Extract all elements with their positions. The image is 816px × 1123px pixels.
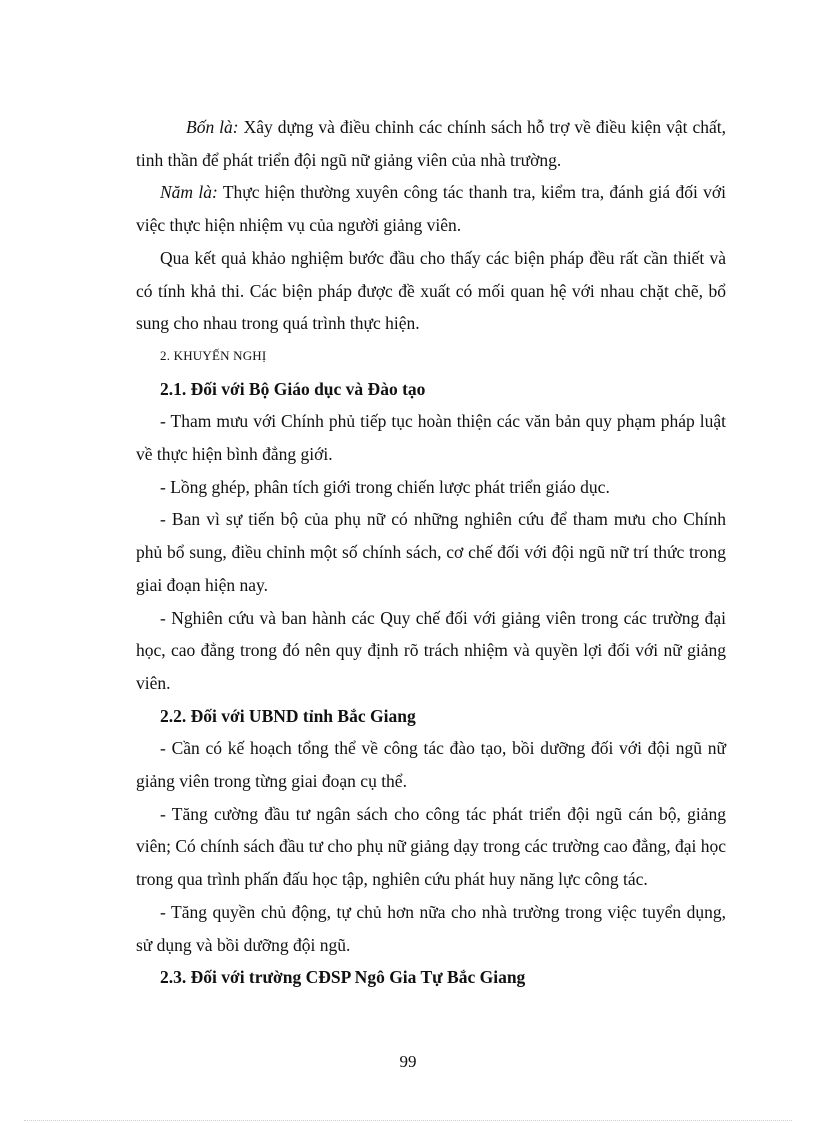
- section-title: 2. KHUYẾN NGHỊ: [160, 347, 267, 363]
- paragraph-text: Thực hiện thường xuyên công tác thanh tra, kiểm tra, đánh giá đối với việc thực hiện nhiệm vụ của người giảng viên.: [136, 182, 727, 236]
- list-item: - Tham mưu với Chính phủ tiếp tục hoàn thiện các văn bản quy phạm pháp luật về thực hiện bình đẳng giới.: [136, 411, 726, 465]
- list-item: - Ban vì sự tiến bộ của phụ nữ có những nghiên cứu để tham mưu cho Chính phủ bổ sung, điều chỉnh một số chính sách, cơ chế đối với đội ngũ nữ trí thức trong giai đoạn hiện nay.: [136, 509, 726, 595]
- page-number: 99: [399, 1052, 417, 1071]
- list-item: - Cần có kế hoạch tổng thể về công tác đào tạo, bồi dưỡng đối với đội ngũ nữ giảng viên trong từng giai đoạn cụ thể.: [136, 738, 726, 792]
- list-item: - Tăng quyền chủ động, tự chủ hơn nữa cho nhà trường trong việc tuyển dụng, sử dụng và bồi dưỡng đội ngũ.: [136, 901, 726, 955]
- subsection-heading-2-3: 2.3. Đối với trường CĐSP Ngô Gia Tự Bắc Giang: [160, 967, 526, 988]
- list-item: - Tăng cường đầu tư ngân sách cho công tác phát triển đội ngũ cán bộ, giảng viên; Có chính sách đầu tư cho phụ nữ giảng dạy trong các trường cao đẳng, đại học trong qua trình phấn đấu học tập, nghiên cứu phát huy năng lực công tác.: [136, 803, 726, 890]
- paragraph-bon-la: [136, 111, 726, 176]
- paragraph-text: Xây dựng và điều chỉnh các chính sách hỗ trợ về điều kiện vật chất, tinh thần để phát triển đội ngũ nữ giảng viên của nhà trường.: [136, 117, 726, 170]
- paragraph-nam-la: [136, 176, 726, 241]
- paragraph-label: Bốn là:: [186, 117, 239, 137]
- page-bottom-divider: [24, 1120, 792, 1121]
- paragraph-conclusion: Qua kết quả khảo nghiệm bước đầu cho thấy các biện pháp đều rất cần thiết và có tính khả thi. Các biện pháp được đề xuất có mối quan hệ với nhau chặt chẽ, bổ sung cho nhau trong quá trình thực hiện.: [136, 247, 726, 334]
- list-item: - Lồng ghép, phân tích giới trong chiến lược phát triển giáo dục.: [160, 476, 610, 497]
- list-item: - Nghiên cứu và ban hành các Quy chế đối với giảng viên trong các trường đại học, cao đẳng trong đó nên quy định rõ trách nhiệm và quyền lợi đối với nữ giảng viên.: [136, 607, 726, 693]
- subsection-heading-2-2: 2.2. Đối với UBND tỉnh Bắc Giang: [160, 705, 416, 726]
- subsection-heading-2-1: 2.1. Đối với Bộ Giáo dục và Đào tạo: [160, 378, 426, 399]
- page-body: [136, 111, 726, 994]
- paragraph-label: Năm là:: [160, 182, 218, 203]
